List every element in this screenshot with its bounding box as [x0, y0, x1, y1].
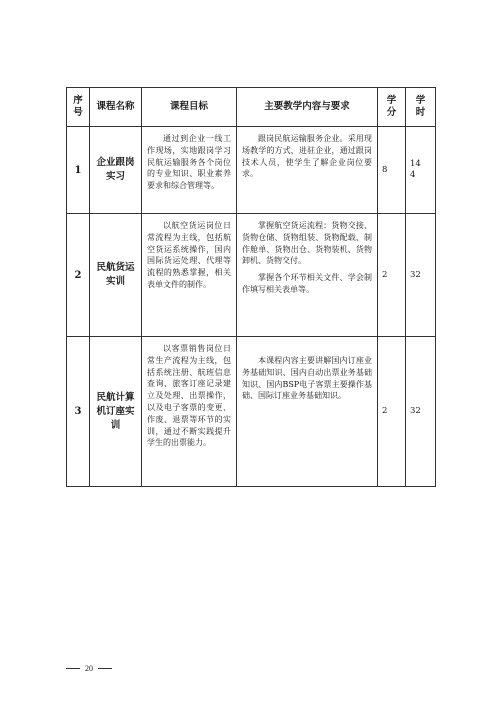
- curriculum-table: [66, 87, 436, 487]
- row-credits: 2: [378, 214, 406, 337]
- row-hours: 32: [406, 214, 436, 337]
- table-header-row: [67, 88, 436, 127]
- header-course-goal: 课程目标: [142, 88, 237, 127]
- row-hours: 32: [406, 337, 436, 487]
- row-no: 2: [67, 214, 90, 337]
- table-row: [67, 214, 436, 337]
- row-hours: 144: [406, 127, 436, 214]
- row-content: 本课程内容主要讲解国内订座业务基础知识、国内自动出票业务基础知识、国内BSP电子客票主要操作基础、国际订座业务基础知识。: [237, 337, 378, 487]
- row-content: 跟岗民航运输服务企业。采用现场教学的方式，进驻企业，通过跟岗技术人员，使学生了解企业岗位要求。: [237, 127, 378, 214]
- row-content: 掌握航空货运流程：货物交接、货物仓储、货物组装、货物配载、制作舱单、货物出仓、货物装机、货物卸机、货物交付。 掌握各个环节相关文件、学会制作填写相关表单等。: [237, 214, 378, 337]
- footer-dash-right: [98, 668, 112, 669]
- header-hours: 学时: [406, 88, 436, 127]
- row-no: 3: [67, 337, 90, 487]
- row-credits: 8: [378, 127, 406, 214]
- page-footer: [66, 662, 126, 674]
- page-number: 20: [85, 663, 93, 673]
- row-course-name: 企业跟岗实习: [90, 127, 142, 214]
- row-course-goal: 以航空货运岗位日常流程为主线，包括航空货运系统操作，国内国际货运处理、代理等流程的熟悉掌握，相关表单文件的制作。: [142, 214, 237, 337]
- row-course-goal: 以客票销售岗位日常生产流程为主线，包括系统注册、航班信息查询、旅客订座记录建立及处理、出票操作，以及电子客票的变更、作废、退票等环节的实训，通过不断实践提升学生的出票能力。: [142, 337, 237, 487]
- footer-dash-left: [66, 668, 80, 669]
- header-credits: 学分: [378, 88, 406, 127]
- row-credits: 2: [378, 337, 406, 487]
- row-course-goal: 通过到企业一线工作现场，实地跟岗学习民航运输服务各个岗位的专业知识、职业素养要求和综合管理等。: [142, 127, 237, 214]
- header-course-name: 课程名称: [90, 88, 142, 127]
- row-no: 1: [67, 127, 90, 214]
- header-no: 序号: [67, 88, 90, 127]
- table-row: [67, 127, 436, 214]
- table-row: [67, 337, 436, 487]
- header-content: 主要教学内容与要求: [237, 88, 378, 127]
- row-course-name: 民航计算机订座实训: [90, 337, 142, 487]
- row-course-name: 民航货运实训: [90, 214, 142, 337]
